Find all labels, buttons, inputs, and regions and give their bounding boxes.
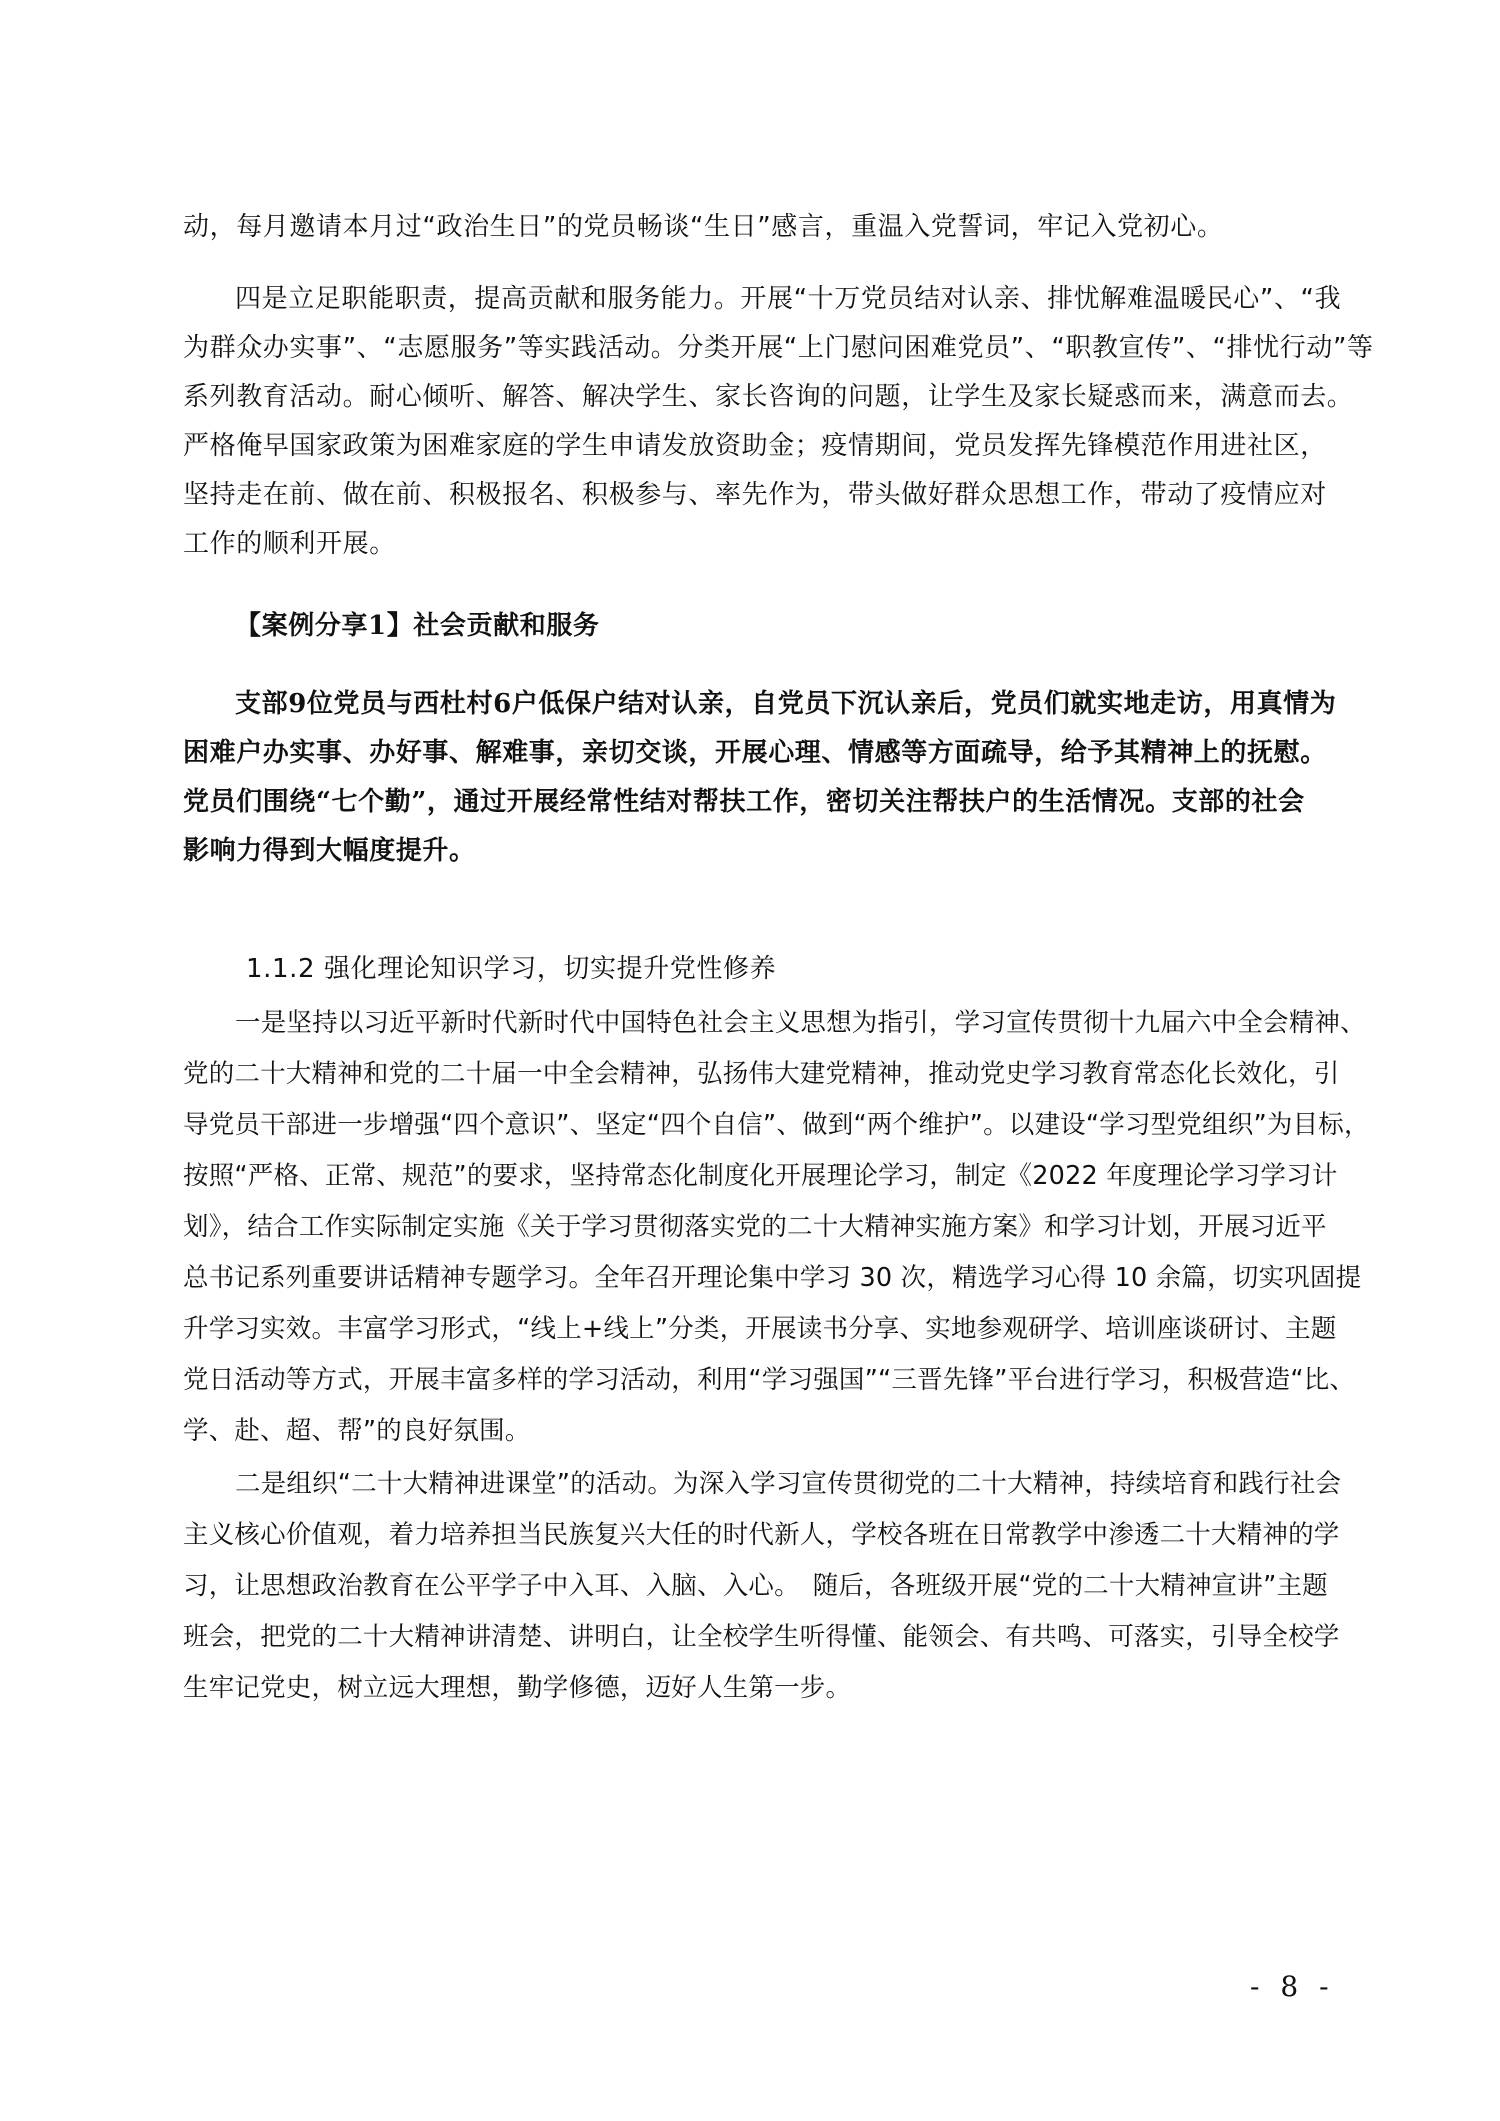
paragraph-3-line-3: 导党员干部进一步增强“四个意识”、坚定“四个自信”、做到“两个维护”。以建设“学习型党组织”为目标， <box>183 1110 1370 1140</box>
paragraph-2-line-3: 系列教育活动。耐心倾听、解答、解决学生、家长咨询的问题，让学生及家长疑惑而来，满意而去。 <box>183 382 1354 412</box>
page-number: - 8 - <box>1250 1970 1335 2003</box>
paragraph-2-line-4: 严格俺早国家政策为困难家庭的学生申请发放资助金；疫情期间，党员发挥先锋模范作用进社区， <box>183 431 1327 461</box>
paragraph-4-line-4: 班会，把党的二十大精神讲清楚、讲明白，让全校学生听得懂、能领会、有共鸣、可落实，引导全校学 <box>183 1622 1340 1652</box>
paragraph-2-line-1: 四是立足职能职责，提高贡献和服务能力。开展“十万党员结对认亲、排忧解难温暖民心”、“我 <box>235 284 1342 314</box>
paragraph-3-line-5: 划》，结合工作实际制定实施《关于学习贯彻落实党的二十大精神实施方案》和学习计划，开展习近平 <box>183 1212 1327 1242</box>
paragraph-1-line-1: 动，每月邀请本月过“政治生日”的党员畅谈“生日”感言，重温入党誓词，牢记入党初心。 <box>183 212 1224 242</box>
paragraph-3-line-7: 升学习实效。丰富学习形式，“线上+线上”分类，开展读书分享、实地参观研学、培训座谈研讨、主题 <box>183 1314 1337 1344</box>
paragraph-3-line-6: 总书记系列重要讲话精神专题学习。全年召开理论集中学习 30 次，精选学习心得 10 余篇，切实巩固提 <box>183 1263 1362 1293</box>
paragraph-3-line-2: 党的二十大精神和党的二十届一中全会精神，弘扬伟大建党精神，推动党史学习教育常态化长效化，引 <box>183 1059 1340 1089</box>
case-title: 【案例分享1】社会贡献和服务 <box>235 611 600 641</box>
case-body-line-2: 困难户办实事、办好事、解难事，亲切交谈，开展心理、情感等方面疏导，给予其精神上的抚慰。 <box>183 738 1327 768</box>
paragraph-2-line-2: 为群众办实事”、“志愿服务”等实践活动。分类开展“上门慰问困难党员”、“职教宣传”、“排忧行动”等 <box>183 333 1374 363</box>
case-body-line-4: 影响力得到大幅度提升。 <box>183 836 476 866</box>
paragraph-4-line-1: 二是组织“二十大精神进课堂”的活动。为深入学习宣传贯彻党的二十大精神，持续培育和践行社会 <box>235 1469 1342 1499</box>
paragraph-4-line-2: 主义核心价值观，着力培养担当民族复兴大任的时代新人，学校各班在日常教学中渗透二十大精神的学 <box>183 1520 1340 1550</box>
paragraph-4-line-3: 习，让思想政治教育在公平学子中入耳、入脑、入心。 随后，各班级开展“党的二十大精神宣讲”主题 <box>183 1571 1328 1601</box>
paragraph-4-line-5: 生牢记党史，树立远大理想，勤学修德，迈好人生第一步。 <box>183 1673 852 1703</box>
paragraph-3-line-8: 党日活动等方式，开展丰富多样的学习活动，利用“学习强国”“三晋先锋”平台进行学习，积极营造“比、 <box>183 1365 1356 1395</box>
section-heading: 1.1.2 强化理论知识学习，切实提升党性修养 <box>246 954 777 984</box>
paragraph-3-line-4: 按照“严格、正常、规范”的要求，坚持常态化制度化开展理论学习，制定《2022 年度理论学习学习计 <box>183 1161 1338 1191</box>
paragraph-3-line-9: 学、赴、超、帮”的良好氛围。 <box>183 1416 531 1446</box>
paragraph-2-line-5: 坚持走在前、做在前、积极报名、积极参与、率先作为，带头做好群众思想工作，带动了疫情应对 <box>183 480 1327 510</box>
case-body-line-1: 支部9位党员与西杜村6户低保户结对认亲，自党员下沉认亲后，党员们就实地走访，用真情为 <box>235 689 1337 719</box>
paragraph-2-line-6: 工作的顺利开展。 <box>183 529 396 559</box>
case-body-line-3: 党员们围绕“七个勤”，通过开展经常性结对帮扶工作，密切关注帮扶户的生活情况。支部的社会 <box>183 787 1305 817</box>
paragraph-3-line-1: 一是坚持以习近平新时代新时代中国特色社会主义思想为指引，学习宣传贯彻十九届六中全会精神、 <box>235 1008 1366 1038</box>
